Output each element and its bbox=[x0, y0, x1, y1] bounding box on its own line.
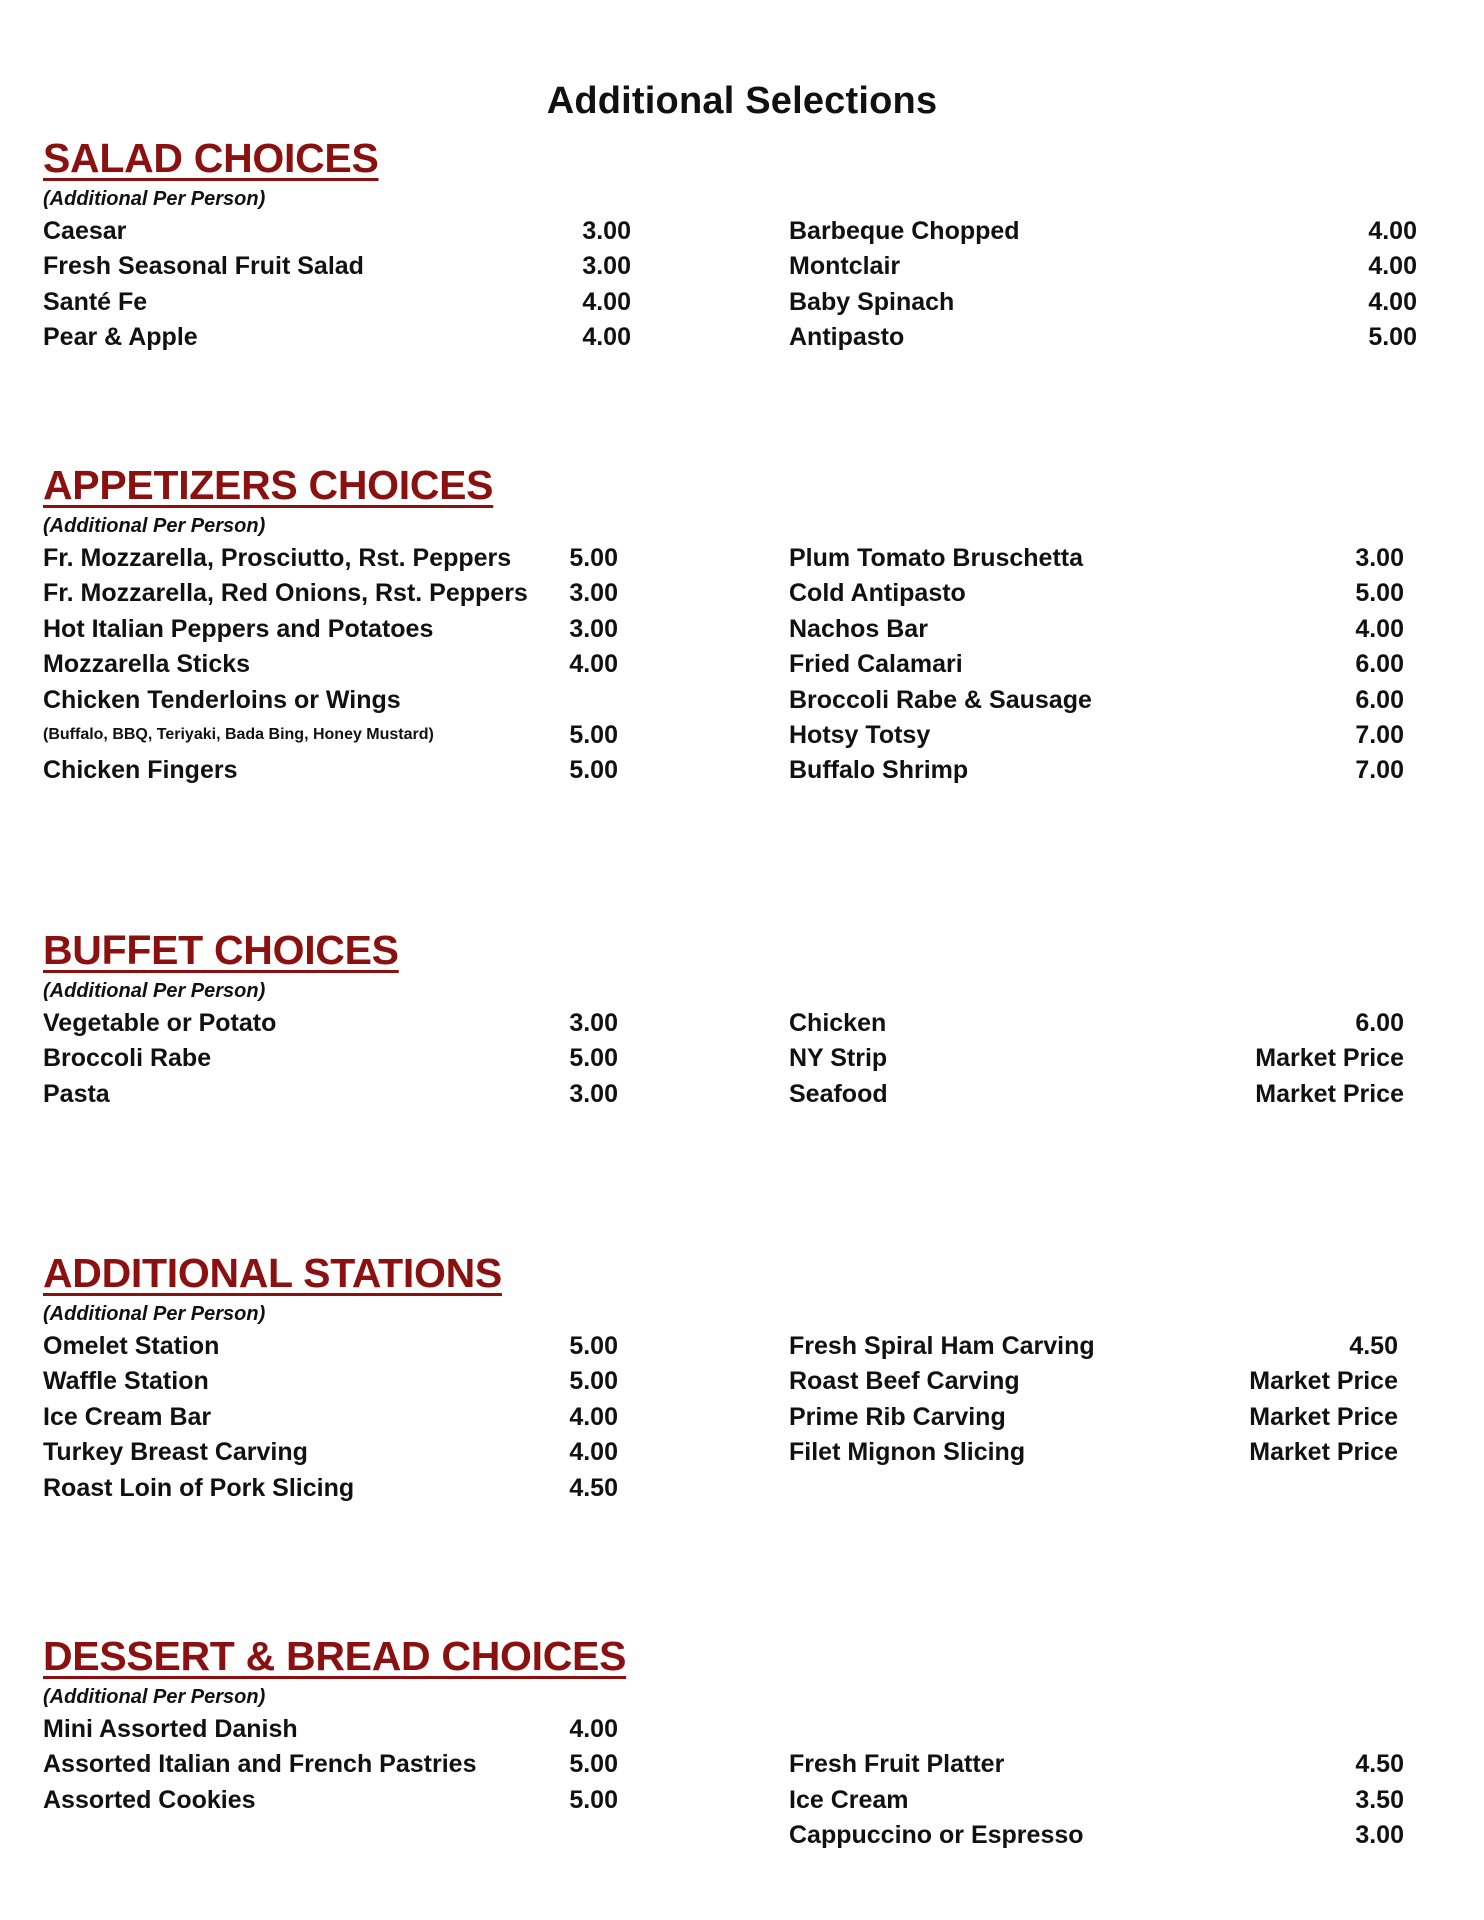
section-heading: ADDITIONAL STATIONS bbox=[43, 1250, 502, 1296]
menu-item-name: Chicken Tenderloins or Wings bbox=[43, 685, 401, 714]
menu-item-row bbox=[43, 1470, 618, 1506]
menu-item-price: 6.00 bbox=[1355, 650, 1404, 679]
menu-item-price: 4.00 bbox=[582, 287, 631, 316]
menu-item-price: 3.00 bbox=[569, 1079, 618, 1108]
section-note: (Additional Per Person) bbox=[43, 1303, 266, 1325]
menu-item-row bbox=[43, 1328, 618, 1364]
menu-item-row bbox=[789, 575, 1404, 611]
menu-item-row bbox=[43, 611, 618, 647]
menu-item-name: Filet Mignon Slicing bbox=[789, 1438, 1026, 1467]
menu-item-price: 7.00 bbox=[1355, 721, 1404, 749]
menu-item-name: Broccoli Rabe bbox=[43, 1044, 212, 1073]
section-note: (Additional Per Person) bbox=[43, 188, 266, 210]
menu-item-name: Caesar bbox=[43, 217, 127, 245]
menu-item-row bbox=[789, 1746, 1404, 1782]
menu-item-row bbox=[43, 1076, 618, 1112]
menu-item-name: Waffle Station bbox=[43, 1367, 209, 1396]
menu-item-row bbox=[789, 1363, 1398, 1399]
menu-item-name: Santé Fe bbox=[43, 287, 148, 316]
menu-item-name: Roast Beef Carving bbox=[789, 1367, 1020, 1396]
menu-item-row bbox=[789, 1005, 1404, 1041]
menu-item-row bbox=[789, 682, 1404, 718]
menu-item-price: 5.00 bbox=[1355, 579, 1404, 608]
menu-item-price: 4.00 bbox=[1368, 252, 1417, 281]
menu-item-price: Market Price bbox=[1249, 1402, 1398, 1431]
menu-item-name: Prime Rib Carving bbox=[789, 1402, 1006, 1431]
menu-item-name: Cappuccino or Espresso bbox=[789, 1821, 1084, 1850]
menu-item-name: Chicken Fingers bbox=[43, 756, 238, 785]
page-title: Additional Selections bbox=[546, 80, 938, 122]
menu-item-row bbox=[789, 717, 1404, 753]
menu-item-row bbox=[789, 1328, 1398, 1364]
menu-item-price: 3.00 bbox=[1355, 544, 1404, 572]
menu-item-name: Fr. Mozzarella, Red Onions, Rst. Peppers bbox=[43, 579, 528, 608]
menu-item-price: 3.00 bbox=[569, 579, 618, 608]
menu-item-name: Fresh Spiral Ham Carving bbox=[789, 1332, 1095, 1360]
menu-item-row bbox=[43, 752, 618, 788]
menu-item-row bbox=[43, 213, 631, 249]
section-heading: DESSERT & BREAD CHOICES bbox=[43, 1633, 627, 1679]
menu-item-row bbox=[43, 682, 618, 718]
menu-item-price: 3.00 bbox=[569, 1009, 618, 1037]
menu-item-row bbox=[43, 1746, 618, 1782]
menu-item-price: Market Price bbox=[1255, 1044, 1404, 1073]
menu-item-price: 4.00 bbox=[582, 323, 631, 352]
menu-item-price: 5.00 bbox=[569, 1367, 618, 1396]
menu-item-name: Hotsy Totsy bbox=[789, 721, 931, 749]
menu-item-row bbox=[43, 1399, 618, 1435]
menu-item-name: NY Strip bbox=[789, 1044, 888, 1073]
menu-item-row bbox=[43, 1434, 618, 1470]
menu-item-name: Barbeque Chopped bbox=[789, 217, 1020, 245]
menu-item-row bbox=[789, 1076, 1404, 1112]
menu-item-row bbox=[789, 1434, 1398, 1470]
menu-item-price: 5.00 bbox=[1368, 323, 1417, 352]
menu-item-price: 4.00 bbox=[1368, 217, 1417, 245]
section-note: (Additional Per Person) bbox=[43, 1686, 266, 1708]
menu-item-name: Fresh Fruit Platter bbox=[789, 1750, 1005, 1779]
menu-item-price: 5.00 bbox=[569, 1044, 618, 1073]
menu-item-row bbox=[789, 1782, 1404, 1818]
menu-item-name: Ice Cream bbox=[789, 1785, 909, 1814]
section-heading: BUFFET CHOICES bbox=[43, 927, 399, 973]
menu-section bbox=[43, 460, 1443, 785]
menu-item-price: 7.00 bbox=[1355, 756, 1404, 785]
menu-item-price: 4.00 bbox=[569, 1715, 618, 1743]
menu-item-row bbox=[789, 284, 1417, 320]
menu-item-price: 5.00 bbox=[569, 756, 618, 785]
menu-item-row bbox=[789, 1040, 1404, 1076]
menu-item-price: 4.50 bbox=[1355, 1750, 1404, 1779]
menu-item-row bbox=[43, 1363, 618, 1399]
menu-item-price: 3.00 bbox=[1355, 1821, 1404, 1850]
menu-item-price: 4.00 bbox=[569, 1438, 618, 1467]
menu-item-name: Assorted Cookies bbox=[43, 1785, 256, 1814]
menu-item-name: Roast Loin of Pork Slicing bbox=[43, 1473, 355, 1502]
menu-item-name: Mozzarella Sticks bbox=[43, 650, 251, 679]
menu-item-price: 3.00 bbox=[569, 614, 618, 643]
menu-item-row bbox=[43, 284, 631, 320]
menu-item-price: 5.00 bbox=[569, 721, 618, 749]
menu-item-row bbox=[789, 213, 1417, 249]
menu-item-row bbox=[789, 611, 1404, 647]
menu-item-price: 3.00 bbox=[582, 252, 631, 281]
menu-item-name: Hot Italian Peppers and Potatoes bbox=[43, 614, 434, 643]
menu-item-name: Pear & Apple bbox=[43, 323, 198, 352]
menu-item-row bbox=[43, 1711, 618, 1747]
menu-item-price: 5.00 bbox=[569, 1332, 618, 1360]
menu-section bbox=[43, 1631, 1443, 1850]
menu-item-name: Fresh Seasonal Fruit Salad bbox=[43, 252, 364, 281]
menu-item-price: 6.00 bbox=[1355, 685, 1404, 714]
menu-item-name: Fried Calamari bbox=[789, 650, 963, 679]
menu-item-price: 4.00 bbox=[569, 650, 618, 679]
menu-item-name: Broccoli Rabe & Sausage bbox=[789, 685, 1092, 714]
menu-item-name: Buffalo Shrimp bbox=[789, 756, 969, 785]
menu-item-name: (Buffalo, BBQ, Teriyaki, Bada Bing, Honey Mustard) bbox=[43, 726, 434, 743]
menu-item-row bbox=[43, 1005, 618, 1041]
menu-section bbox=[43, 925, 1443, 1108]
menu-item-name: Vegetable or Potato bbox=[43, 1009, 277, 1037]
menu-item-row bbox=[43, 540, 618, 576]
section-note: (Additional Per Person) bbox=[43, 515, 266, 537]
menu-item-row bbox=[789, 646, 1404, 682]
menu-item-name: Cold Antipasto bbox=[789, 579, 966, 608]
menu-item-price: 4.00 bbox=[569, 1402, 618, 1431]
menu-item-price: 4.50 bbox=[1349, 1332, 1398, 1360]
menu-item-price: Market Price bbox=[1249, 1438, 1398, 1467]
menu-section bbox=[43, 133, 1443, 352]
menu-item-row bbox=[43, 646, 618, 682]
menu-item-name: Omelet Station bbox=[43, 1332, 220, 1360]
menu-item-row bbox=[43, 1782, 618, 1818]
menu-item-price: 5.00 bbox=[569, 1785, 618, 1814]
menu-item-row bbox=[43, 575, 618, 611]
section-note: (Additional Per Person) bbox=[43, 980, 266, 1002]
menu-item-name: Pasta bbox=[43, 1079, 110, 1108]
menu-item-price: 4.00 bbox=[1355, 614, 1404, 643]
menu-item-price: 4.50 bbox=[569, 1473, 618, 1502]
menu-item-row bbox=[43, 319, 631, 355]
menu-item-name: Antipasto bbox=[789, 323, 905, 352]
menu-item-name: Mini Assorted Danish bbox=[43, 1715, 298, 1743]
menu-item-name: Fr. Mozzarella, Prosciutto, Rst. Peppers bbox=[43, 544, 512, 572]
menu-item-price: 4.00 bbox=[1368, 287, 1417, 316]
menu-item-price: 3.00 bbox=[582, 217, 631, 245]
menu-item-price: Market Price bbox=[1255, 1079, 1404, 1108]
menu-item-row bbox=[43, 717, 618, 753]
menu-item-name: Ice Cream Bar bbox=[43, 1402, 212, 1431]
menu-item-price: 5.00 bbox=[569, 544, 618, 572]
menu-item-row bbox=[789, 319, 1417, 355]
menu-item-row bbox=[789, 540, 1404, 576]
menu-item-price: 5.00 bbox=[569, 1750, 618, 1779]
menu-item-row bbox=[789, 1399, 1398, 1435]
menu-item-name: Assorted Italian and French Pastries bbox=[43, 1750, 477, 1779]
menu-item-row bbox=[789, 752, 1404, 788]
menu-item-price: 3.50 bbox=[1355, 1785, 1404, 1814]
menu-item-price: Market Price bbox=[1249, 1367, 1398, 1396]
menu-item-name: Plum Tomato Bruschetta bbox=[789, 544, 1084, 572]
menu-item-row bbox=[43, 248, 631, 284]
section-heading: APPETIZERS CHOICES bbox=[43, 462, 494, 508]
menu-item-name: Turkey Breast Carving bbox=[43, 1438, 308, 1467]
menu-item-row bbox=[789, 1817, 1404, 1853]
menu-item-name: Montclair bbox=[789, 252, 901, 281]
menu-item-row bbox=[789, 248, 1417, 284]
menu-item-name: Seafood bbox=[789, 1079, 888, 1108]
menu-section bbox=[43, 1248, 1443, 1502]
menu-item-name: Chicken bbox=[789, 1009, 887, 1037]
section-heading: SALAD CHOICES bbox=[43, 135, 379, 181]
menu-item-name: Baby Spinach bbox=[789, 287, 955, 316]
menu-item-price: 6.00 bbox=[1355, 1009, 1404, 1037]
menu-item-row bbox=[43, 1040, 618, 1076]
menu-item-name: Nachos Bar bbox=[789, 614, 928, 643]
